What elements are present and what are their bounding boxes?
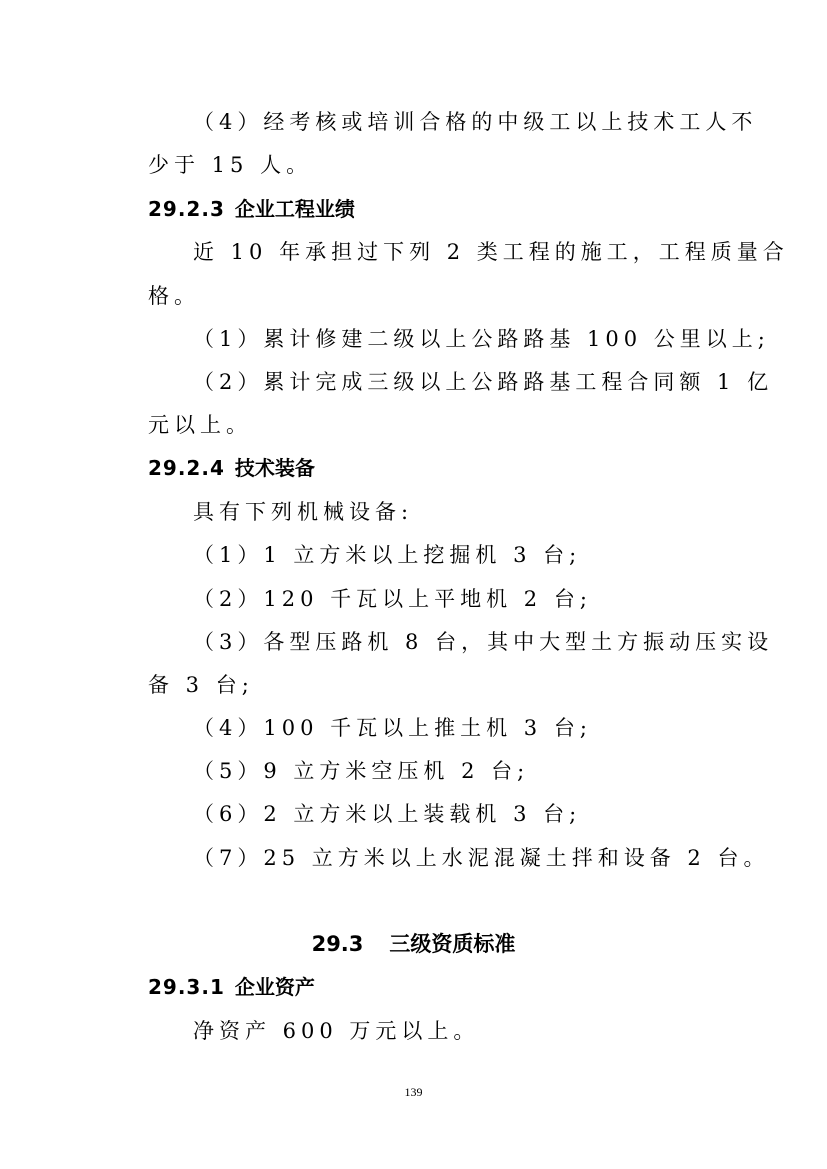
page-number: 139: [404, 1085, 423, 1099]
list-item: （2）120 千瓦以上平地机 2 台;: [193, 587, 592, 611]
paragraph-line: 少于 15 人。: [148, 153, 313, 177]
paragraph-line: 净资产 600 万元以上。: [193, 1019, 480, 1043]
section-heading-29-3: [0, 929, 827, 959]
section-number: 29.2.3: [148, 197, 225, 221]
section-title: 企业资产: [234, 975, 315, 999]
paragraph-line: 具有下列机械设备:: [193, 500, 414, 524]
section-heading-29-3-1: [148, 972, 315, 1002]
section-number: 29.2.4: [148, 456, 225, 480]
section-title: 三级资质标准: [389, 932, 516, 956]
paragraph-line: 格。: [148, 284, 200, 308]
list-item: （2）累计完成三级以上公路路基工程合同额 1 亿: [193, 370, 774, 394]
paragraph-line: （4）经考核或培训合格的中级工以上技术工人不: [193, 110, 758, 134]
section-heading-29-2-4: [148, 453, 315, 483]
section-title: 技术装备: [234, 456, 315, 480]
section-heading-29-2-3: [148, 194, 355, 224]
section-title: 企业工程业绩: [234, 197, 355, 221]
list-item-continued: 元以上。: [148, 413, 252, 437]
paragraph-line: 近 10 年承担过下列 2 类工程的施工，工程质量合: [193, 240, 789, 264]
section-number: 29.3: [311, 932, 364, 956]
list-item-continued: 备 3 台;: [148, 673, 254, 697]
section-number: 29.3.1: [148, 975, 225, 999]
list-item: （4）100 千瓦以上推土机 3 台;: [193, 716, 592, 740]
list-item: （1）1 立方米以上挖掘机 3 台;: [193, 543, 582, 567]
list-item: （6）2 立方米以上装载机 3 台;: [193, 802, 582, 826]
list-item: （5）9 立方米空压机 2 台;: [193, 759, 530, 783]
list-item: （7）25 立方米以上水泥混凝土拌和设备 2 台。: [193, 846, 770, 870]
list-item: （3）各型压路机 8 台，其中大型土方振动压实设: [193, 630, 774, 654]
list-item: （1）累计修建二级以上公路路基 100 公里以上;: [193, 327, 770, 351]
